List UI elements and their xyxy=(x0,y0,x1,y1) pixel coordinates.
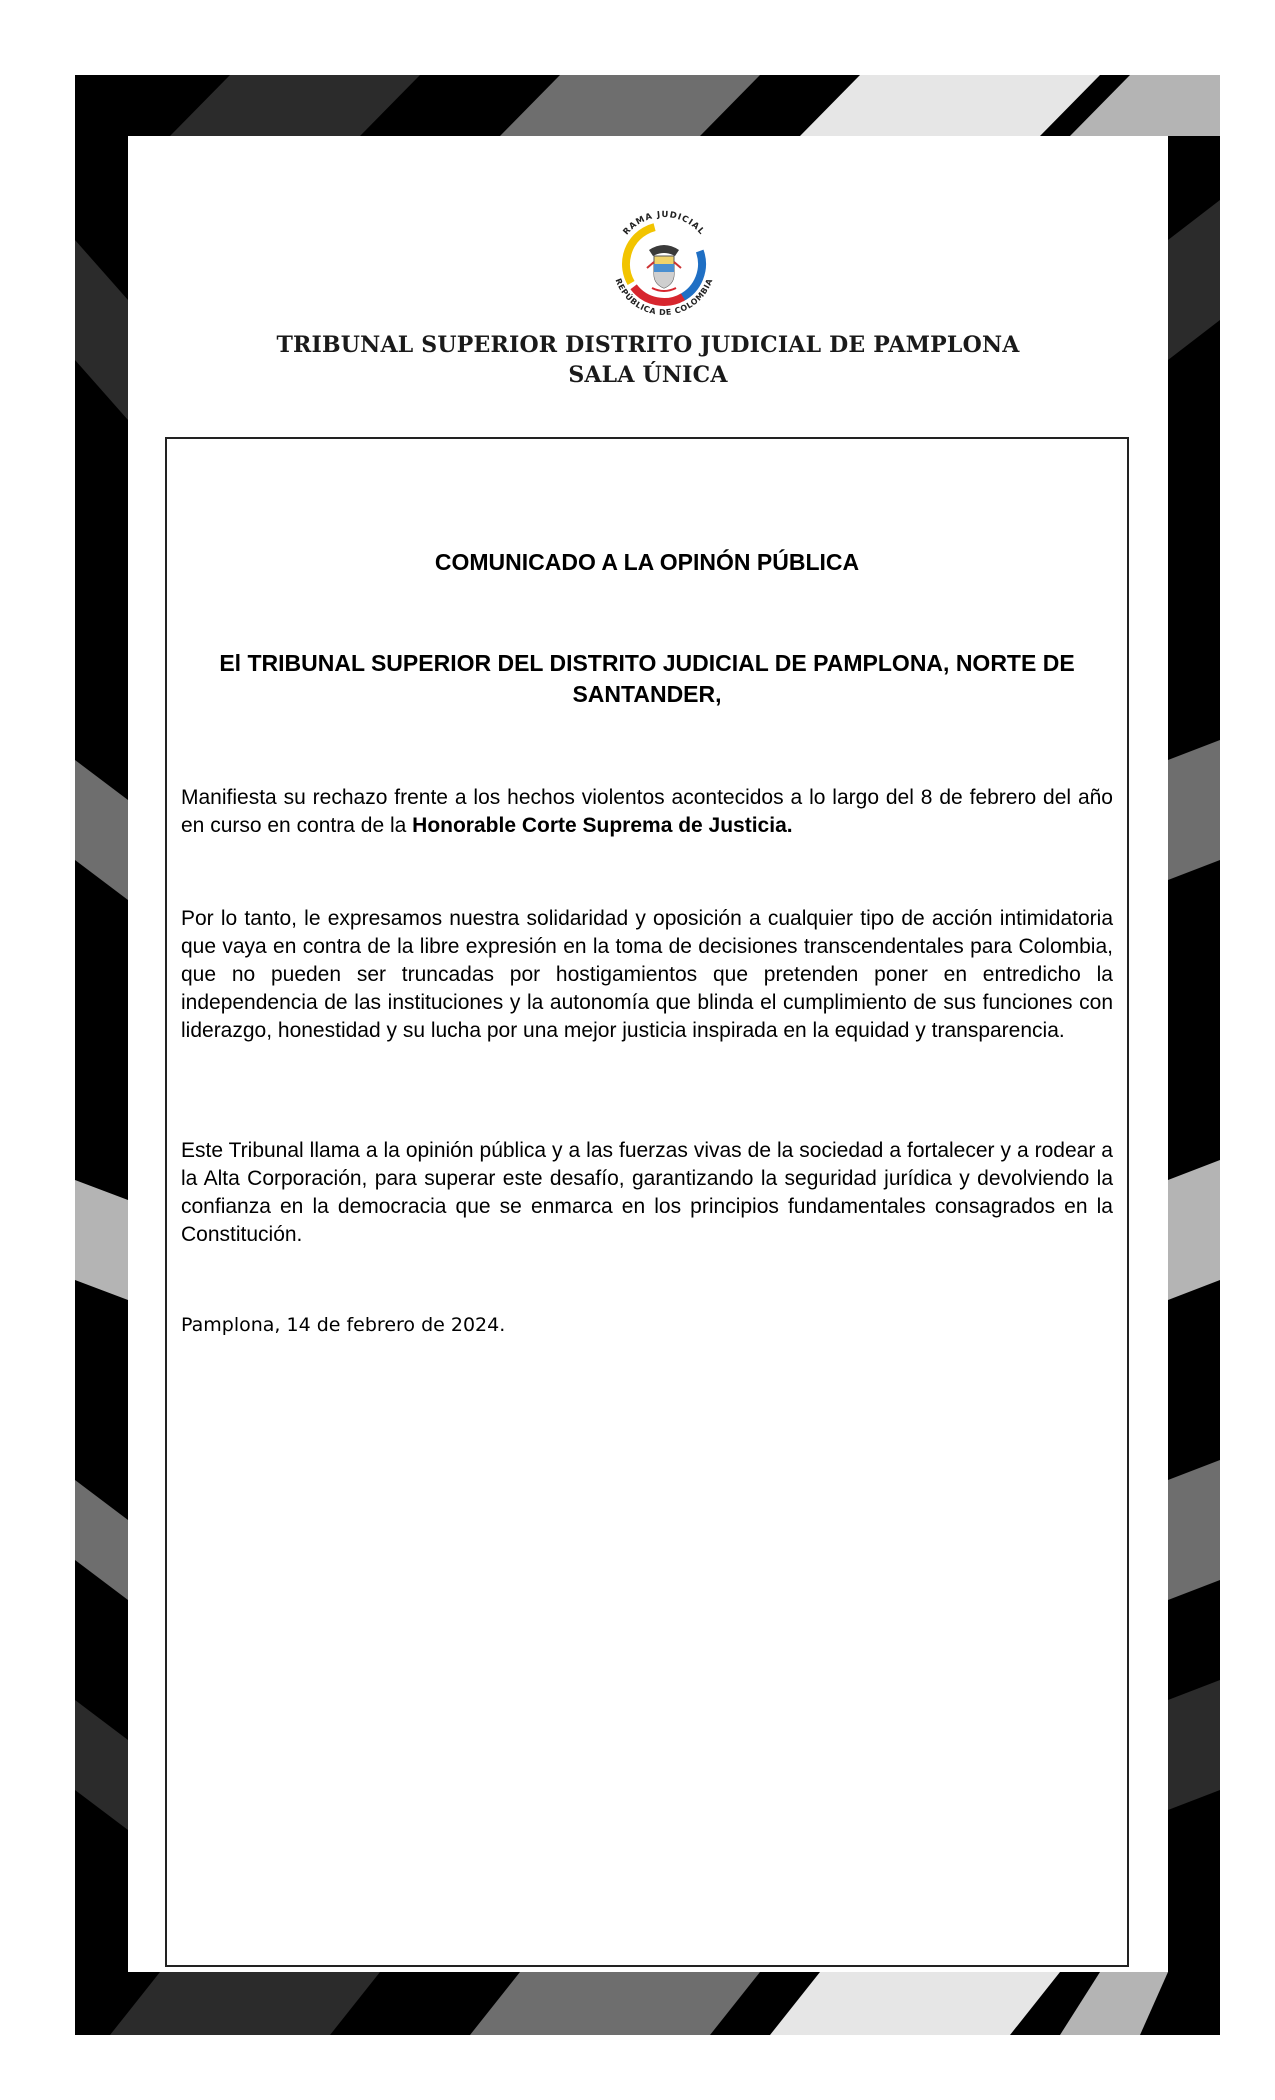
document-title: COMUNICADO A LA OPINÓN PÚBLICA xyxy=(434,549,860,575)
signature-date: Pamplona, 14 de febrero de 2024. xyxy=(181,1314,506,1336)
rama-judicial-emblem xyxy=(597,198,731,324)
tribunal-name: TRIBUNAL SUPERIOR DISTRITO JUDICIAL DE PAMPLONA xyxy=(276,332,1020,358)
paragraph-3: Este Tribunal llama a la opinión pública y a las fuerzas vivas de la sociedad a fortalecer y a rodear a la Alta Corporación, para superar este desafío, garantizando la seguridad jurídica y devolviendo la confianza en la democracia que se enmarca en los principios fundamentales consagrados en la Constitución. xyxy=(181,1139,1113,1246)
paragraph-2: Por lo tanto, le expresamos nuestra solidaridad y oposición a cualquier tipo de acción intimidatoria que vaya en contra de la libre expresión en la toma de decisiones transcendentales para Colombia, que no pueden ser truncadas por hostigamientos que pretenden poner en entredicho la independencia de las instituciones y la autonomía que blinda el cumplimiento de sus funciones con liderazgo, honestidad y su lucha por una mejor justicia inspirada en la equidad y transparencia. xyxy=(181,907,1113,1042)
emblem-top-text: RAMA JUDICIAL xyxy=(621,209,707,238)
svg-text:RAMA JUDICIAL xyxy=(621,210,706,237)
sala-name: SALA ÚNICA xyxy=(568,362,728,388)
document-subtitle: El TRIBUNAL SUPERIOR DEL DISTRITO JUDICIAL DE PAMPLONA, NORTE DE SANTANDER, xyxy=(219,650,1075,707)
paragraph-1 xyxy=(181,784,1113,840)
paragraph-1-bold: Honorable Corte Suprema de Justicia. xyxy=(412,814,793,837)
coat-of-arms-icon xyxy=(647,245,681,291)
emblem-bottom-text: REPÚBLICA DE COLOMBIA xyxy=(613,277,715,318)
paragraph-1-text: Manifiesta su rechazo frente a los hechos violentos acontecidos a lo largo del 8 de febrero del año en curso en contra de la xyxy=(181,786,1113,837)
